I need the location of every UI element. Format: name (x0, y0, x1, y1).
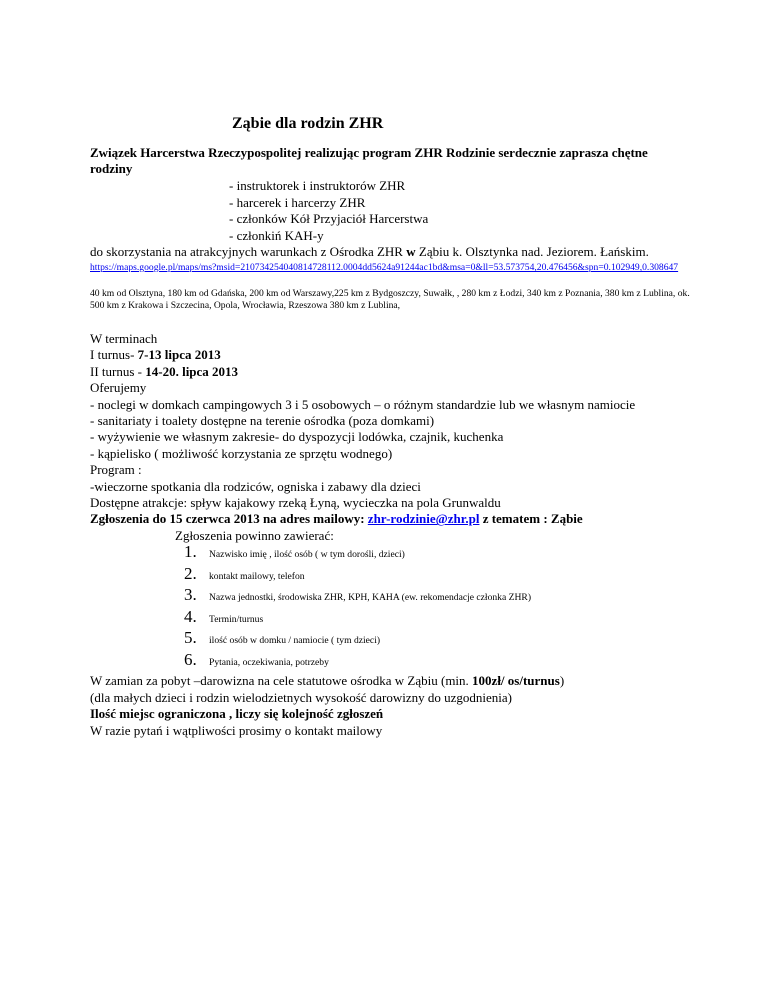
list-text: kontakt mailowy, telefon (209, 570, 305, 582)
registration-text-before: Zgłoszenia do 15 czerwca 2013 na adres mailowy: (90, 511, 368, 527)
turn-2-dates: 14-20. lipca 2013 (145, 363, 239, 379)
limited-places-note (90, 706, 700, 722)
list-number: 2. (184, 563, 197, 583)
limited-places-text: Ilość miejsc ograniczona , liczy się kolejność zgłoszeń (90, 706, 384, 722)
audience-item: - członkiń KAH-y (229, 227, 324, 243)
intro-paragraph: Związek Harcerstwa Rzeczypospolitej realizując program ZHR Rodzinie serdecznie zaprasza chętne rodziny (90, 145, 648, 176)
offer-item: - noclegi w domkach campingowych 3 i 5 osobowych – o różnym standardzie lub we własnym namiocie (90, 396, 636, 412)
donation-line (90, 673, 700, 689)
offer-item: - kąpielisko ( możliwość korzystania ze sprzętu wodnego) (90, 445, 393, 461)
turn-2-prefix: II turnus - (90, 363, 146, 379)
audience-item: - instruktorek i instruktorów ZHR (229, 178, 406, 193)
registration-text-after: z tematem : Ząbie (479, 511, 583, 527)
audience-list (229, 178, 428, 244)
distances-text: 40 km od Olsztyna, 180 km od Gdańska, 200 km od Warszawy,225 km z Bydgoszczy, Suwałk, , 280 km z Łodzi, 340 km z Poznania, 380 km z Lublina, ok. 500 km z Krakowa i Szczecina, Opola, Wrocławia, Rzeszowa 380 km z Lublina, (90, 288, 690, 311)
turn-1-dates: 7-13 lipca 2013 (137, 347, 221, 363)
venue-text-after: Ząbiu k. Olsztynka nad. Jeziorem. Łańskim. (415, 244, 649, 259)
email-link[interactable]: zhr-rodzinie@zhr.pl (367, 511, 480, 527)
list-text: Termin/turnus (209, 613, 264, 625)
list-number: 5. (184, 628, 197, 648)
registration-requirements-list (90, 544, 700, 673)
offer-heading: Oferujemy (90, 380, 147, 396)
attractions-line: Dostępne atrakcje: spływ kajakowy rzeką Łyną, wycieczka na pola Grunwaldu (90, 495, 501, 511)
list-text: Nazwisko imię , ilość osób ( w tym dorośli, dzieci) (209, 549, 405, 561)
donation-text-before: W zamian za pobyt –darowizna na cele statutowe ośrodka w Ząbiu (min. (90, 673, 473, 689)
list-number: 3. (184, 585, 197, 605)
donation-amount: 100zł/ os/turnus (472, 673, 560, 689)
list-text: ilość osób w domku / namiocie ( tym dzieci) (209, 635, 381, 647)
list-item (184, 630, 700, 652)
venue-text-before: do skorzystania na atrakcyjnych warunkach z Ośrodka ZHR (90, 244, 407, 259)
offer-item: - wyżywienie we własnym zakresie- do dyspozycji lodówka, czajnik, kuchenka (90, 429, 504, 445)
list-number: 1. (184, 542, 197, 562)
venue-line (90, 244, 649, 260)
offer-item: - sanitariaty i toalety dostępne na terenie ośrodka (poza domkami) (90, 413, 435, 429)
list-number: 6. (184, 649, 197, 669)
list-item (184, 649, 700, 674)
registration-requirements-heading: Zgłoszenia powinno zawierać: (175, 527, 334, 543)
donation-text-after: ) (559, 673, 565, 689)
turn-1-line (90, 347, 700, 363)
list-item (184, 544, 700, 566)
audience-item: - członków Kół Przyjaciół Harcerstwa (229, 211, 429, 226)
list-item (184, 606, 700, 631)
donation-note: (dla małych dzieci i rodzin wielodzietnych wysokość darowizny do uzgodnienia) (90, 689, 513, 705)
map-link[interactable]: https://maps.google.pl/maps/ms?msid=210734254040814728112.0004dd5624a91244ac1bd&msa=0&ll=53.573754,20.476456&spn=0.102949,0.308647 (90, 262, 679, 273)
list-number: 4. (184, 606, 197, 626)
list-text: Pytania, oczekiwania, potrzeby (209, 656, 329, 668)
terms-heading: W terminach (90, 331, 158, 346)
registration-line (90, 511, 700, 527)
program-item: -wieczorne spotkania dla rodziców, ogniska i zabawy dla dzieci (90, 478, 421, 494)
page-title: Ząbie dla rodzin ZHR (232, 115, 384, 132)
turn-1-prefix: I turnus- (90, 347, 138, 363)
venue-text-bold: w (406, 244, 416, 259)
audience-item: - harcerek i harcerzy ZHR (229, 194, 366, 210)
list-text: Nazwa jednostki, środowiska ZHR, KPH, KAHA (ew. rekomendacje członka ZHR) (209, 592, 532, 604)
main-content (90, 331, 700, 739)
turn-2-line (90, 364, 700, 380)
contact-note: W razie pytań i wątpliwości prosimy o kontakt mailowy (90, 722, 383, 738)
list-item (184, 563, 700, 588)
list-item (184, 587, 700, 609)
program-heading: Program : (90, 462, 142, 478)
